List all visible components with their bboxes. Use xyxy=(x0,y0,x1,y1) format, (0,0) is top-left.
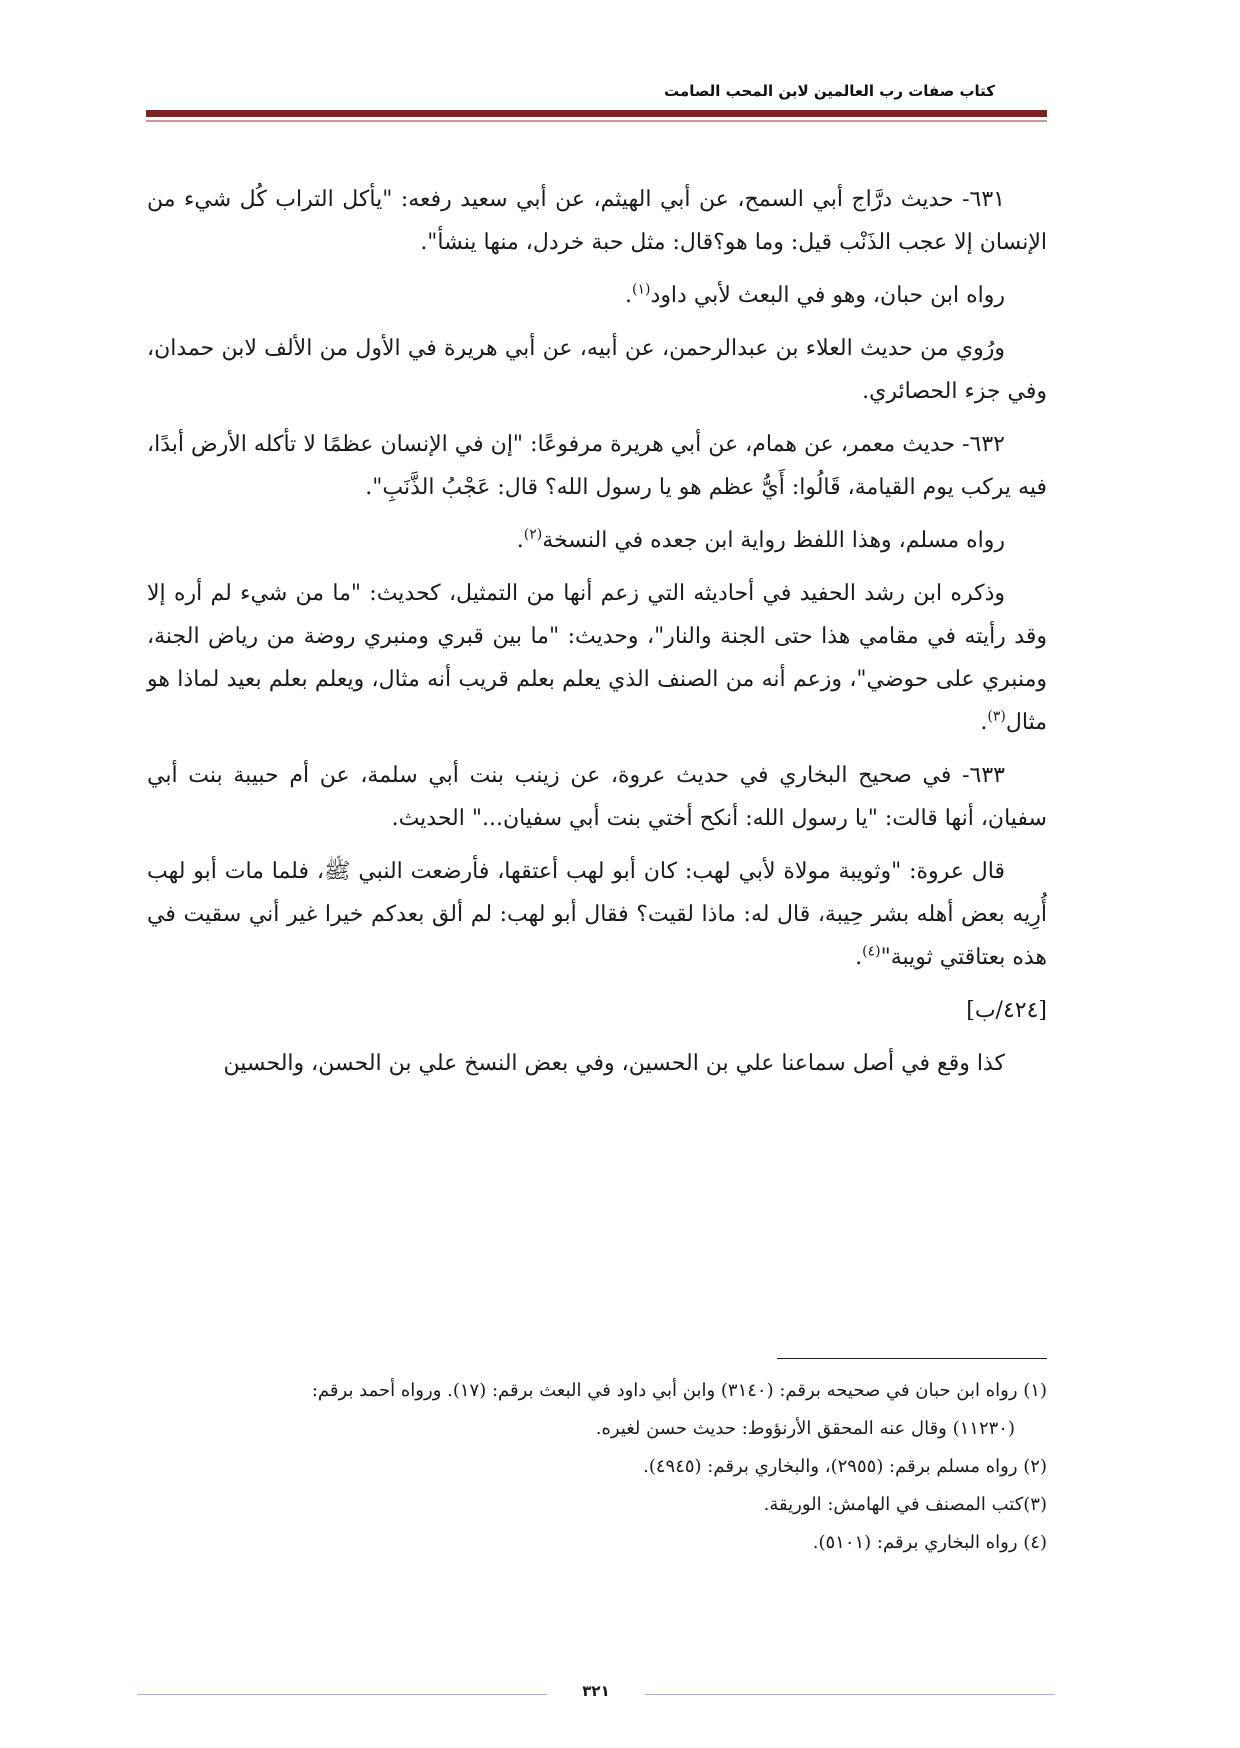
header-rule-thin xyxy=(146,120,1047,122)
footnote-2: (٢) رواه مسلم برقم: (٢٩٥٥)، والبخاري برقم: (٤٩٤٥). xyxy=(643,1456,1047,1477)
footnote-1-continued: (١١٢٣٠) وقال عنه المحقق الأرنؤوط: حديث حسن لغيره. xyxy=(595,1418,1015,1439)
running-header-title: كتاب صفات رب العالمين لابن المحب الصامت xyxy=(664,82,995,100)
header-rule-thick xyxy=(146,110,1047,117)
footnote-marker-2[interactable]: (٢) xyxy=(523,526,543,543)
footnote-1: (١) رواه ابن حبان في صحيحه برقم: (٣١٤٠) وابن أبي داود في البعث برقم: (١٧). ورواه أحمد برقم: xyxy=(311,1380,1047,1401)
page-footer xyxy=(137,1682,1055,1706)
paragraph-631: ٦٣١- حديث درَّاج أبي السمح، عن أبي الهيثم، عن أبي سعيد رفعه: "يأكل التراب كُل شيء من الإنسان إلا عجب الذَنْب قيل: وما هو؟قال: مثل حبة خردل، منها ينشأ". xyxy=(147,187,1047,255)
page-number: ٣٢١ xyxy=(582,1682,610,1700)
footer-rule-right xyxy=(645,1694,1055,1695)
main-text xyxy=(147,178,1047,1095)
paragraph-632-note xyxy=(147,572,1047,744)
paragraph-631-note: ورُوي من حديث العلاء بن عبدالرحمن، عن أبيه، عن أبي هريرة في الأول من الألف لابن حمدان، وفي جزء الحصائري. xyxy=(147,336,1047,404)
paragraph-631-source xyxy=(147,274,1047,317)
paragraph-632: ٦٣٢- حديث معمر، عن همام، عن أبي هريرة مرفوعًا: "إن في الإنسان عظمًا لا تأكله الأرض أبدًا، فيه يركب يوم القيامة، قَالُوا: أَيُّ عظم هو يا رسول الله؟ قال: عَجْبُ الذَّنَبِ". xyxy=(147,432,1047,500)
paragraph-end: . xyxy=(625,283,633,308)
paragraph-end: . xyxy=(855,945,863,970)
footnotes-section xyxy=(147,1373,1047,1563)
paragraph-end: . xyxy=(980,710,988,735)
manuscript-folio-marker: [٤٢٤/ب] xyxy=(966,998,1047,1023)
footnote-3: (٣)كتب المصنف في الهامش: الوريقة. xyxy=(763,1494,1047,1515)
paragraph-end: . xyxy=(516,528,524,553)
footnote-divider xyxy=(777,1358,1047,1359)
paragraph-continued: كذا وقع في أصل سماعنا علي بن الحسين، وفي بعض النسخ علي بن الحسن، والحسين xyxy=(223,1051,1005,1076)
paragraph-text: رواه ابن حبان، وهو في البعث لأبي داود xyxy=(650,283,1005,308)
footnote-marker-3[interactable]: (٣) xyxy=(987,708,1006,725)
paragraph-633-urwa xyxy=(147,850,1047,979)
header-rule xyxy=(146,110,1047,122)
paragraph-text: قال عروة: "وثويبة مولاة لأبي لهب: كان أبو لهب أعتقها، فأرضعت النبي ﷺ، فلما مات أبو لهب أُرِيه بعض أهله بشر حِيبة، قال له: ماذا لقيت؟ فقال أبو لهب: لم ألق بعدكم خيرا غير أني سقيت في هذه بعتاقتي ثويبة" xyxy=(147,859,1047,970)
paragraph-632-source xyxy=(147,519,1047,562)
paragraph-633: ٦٣٣- في صحيح البخاري في حديث عروة، عن زينب بنت أبي سلمة، عن أم حبيبة بنت أبي سفيان، أنها قالت: "يا رسول الله: أنكح أختي بنت أبي سفيان..." الحديث. xyxy=(147,763,1047,831)
footnote-marker-1[interactable]: (١) xyxy=(632,281,651,298)
footnote-4: (٤) رواه البخاري برقم: (٥١٠١). xyxy=(812,1532,1047,1553)
paragraph-text: رواه مسلم، وهذا اللفظ رواية ابن جعده في النسخة xyxy=(542,528,1005,553)
footnote-marker-4[interactable]: (٤) xyxy=(862,943,881,960)
paragraph-text: وذكره ابن رشد الحفيد في أحاديثه التي زعم أنها من التمثيل، كحديث: "ما من شيء لم أره إلا وقد رأيته في مقامي هذا حتى الجنة والنار"، وحديث: "ما بين قبري ومنبري روضة من رياض الجنة، ومنبري على حوضي"، وزعم أنه من الصنف الذي يعلم بعلم قريب أنه مثال، ويعلم بعلم بعيد لماذا هو مثال xyxy=(147,581,1047,735)
